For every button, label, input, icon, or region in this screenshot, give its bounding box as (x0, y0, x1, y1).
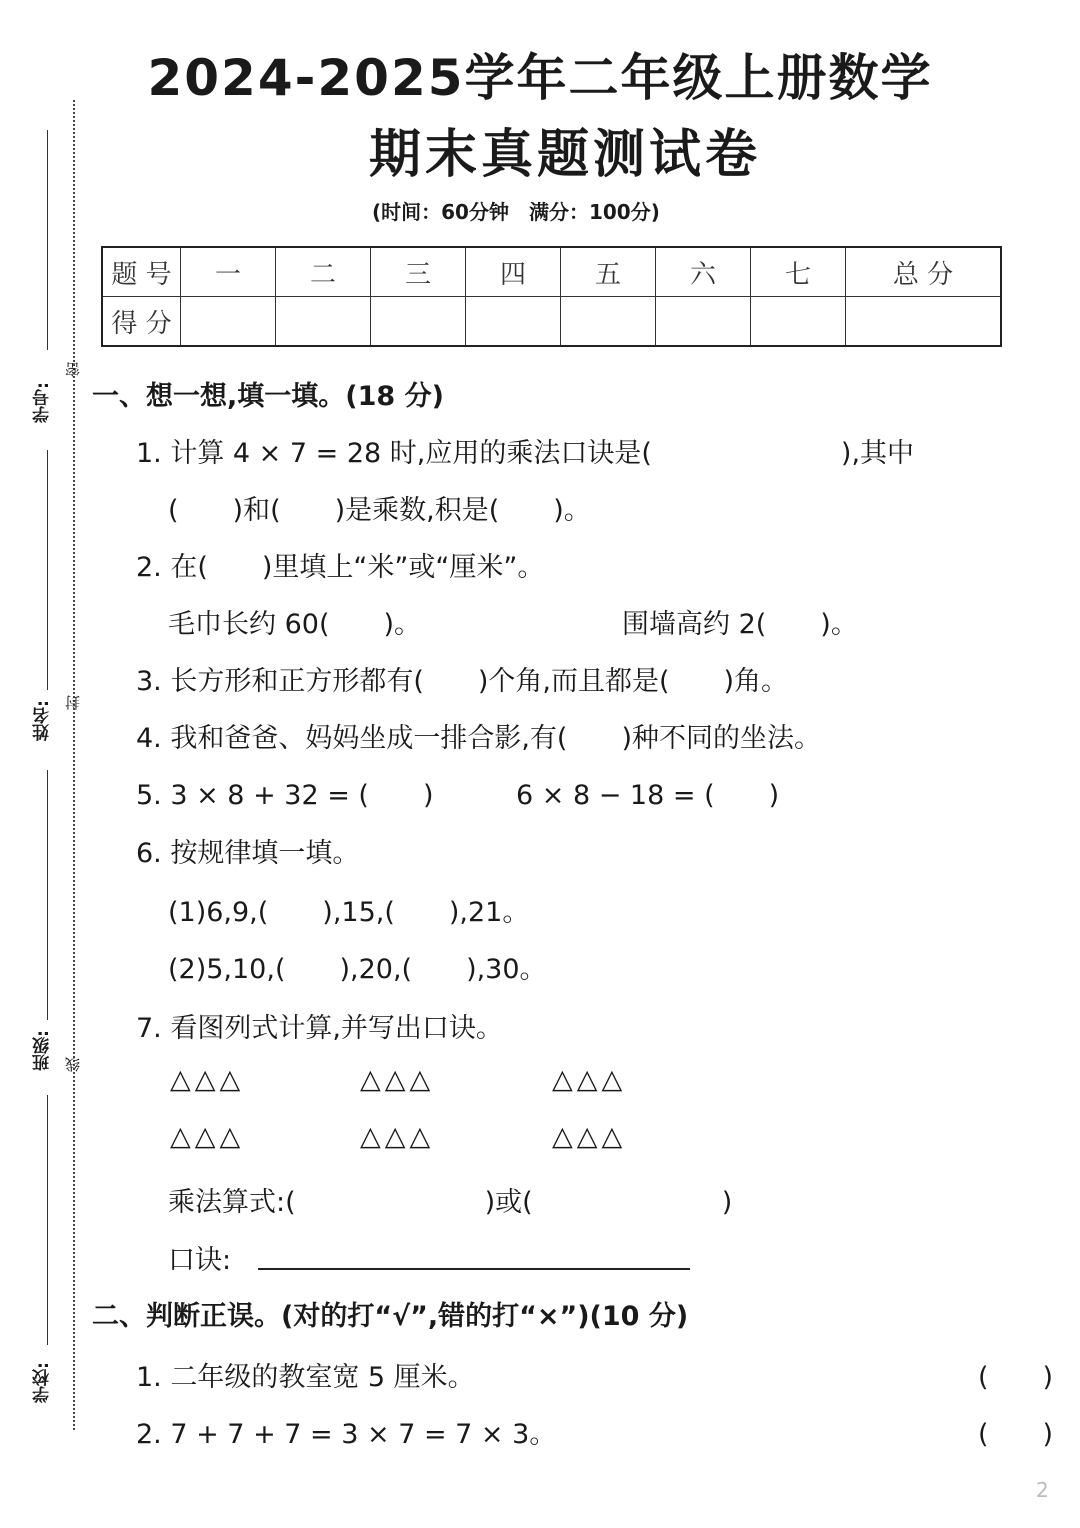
binding-dotted-line (73, 100, 75, 1430)
triangle-group: △△△ (360, 1064, 435, 1095)
student-no-label: 学号: (33, 382, 53, 423)
seal-feng-label: 封 (64, 695, 82, 710)
header-cell-5: 五 (561, 247, 656, 297)
q7-rhyme-label: 口诀: (168, 1245, 232, 1276)
q1-line1: 1. 计算 4 × 7 = 28 时,应用的乘法口诀是( ),其中 (136, 438, 915, 469)
score-cell[interactable] (561, 297, 656, 347)
triangle-group: △△△ (552, 1121, 627, 1152)
triangle-group: △△△ (170, 1121, 245, 1152)
q2-wall: 围墙高约 2( )。 (622, 609, 858, 640)
header-cell-2: 二 (276, 247, 371, 297)
school-label: 学校: (33, 1362, 53, 1403)
class-line (47, 770, 48, 1020)
q2-title: 2. 在( )里填上“米”或“厘米”。 (136, 552, 545, 583)
seal-xian-label: 线 (64, 1057, 82, 1072)
triangle-group: △△△ (552, 1064, 627, 1095)
q7-rhyme-answer-line[interactable] (258, 1268, 690, 1270)
score-table (101, 246, 1002, 347)
name-label: 姓名: (33, 700, 53, 741)
section2-title: 二、判断正误。(对的打“√”,错的打“×”)(10 分) (92, 1301, 689, 1332)
score-cell[interactable] (656, 297, 751, 347)
q6-pattern-2: (2)5,10,( ),20,( ),30。 (168, 954, 547, 985)
score-cell[interactable] (181, 297, 276, 347)
header-cell-7: 七 (751, 247, 846, 297)
score-cell[interactable] (276, 297, 371, 347)
class-label: 班级: (33, 1030, 53, 1071)
q7-title: 7. 看图列式计算,并写出口诀。 (136, 1013, 503, 1044)
judge-q2-answer-bracket[interactable]: ( ) (978, 1419, 1054, 1450)
page-number: 2 (1036, 1478, 1049, 1502)
score-cell[interactable] (751, 297, 846, 347)
q6-pattern-1: (1)6,9,( ),15,( ),21。 (168, 897, 530, 928)
seal-mi-label: 密 (64, 362, 82, 377)
school-line (47, 1095, 48, 1345)
score-cell[interactable] (466, 297, 561, 347)
q6-title: 6. 按规律填一填。 (136, 838, 360, 869)
q5-b: 6 × 8 − 18 = ( ) (516, 780, 780, 811)
judge-q2: 2. 7 + 7 + 7 = 3 × 7 = 7 × 3。 (136, 1419, 557, 1450)
q1-line2: ( )和( )是乘数,积是( )。 (168, 495, 591, 526)
header-cell-total: 总 分 (846, 247, 1002, 297)
score-table-header-row (102, 247, 1001, 297)
triangle-group: △△△ (170, 1064, 245, 1095)
header-cell-1: 一 (181, 247, 276, 297)
header-cell-4: 四 (466, 247, 561, 297)
triangle-group: △△△ (360, 1121, 435, 1152)
q5-a: 5. 3 × 8 + 32 = ( ) (136, 780, 434, 811)
exam-subtitle-title: 期末真题测试卷 (368, 125, 761, 185)
header-cell-6: 六 (656, 247, 751, 297)
q2-towel: 毛巾长约 60( )。 (168, 609, 422, 640)
name-line (47, 450, 48, 690)
section1-title: 一、想一想,填一填。(18 分) (92, 381, 444, 412)
judge-q1: 1. 二年级的教室宽 5 厘米。 (136, 1362, 475, 1393)
q4: 4. 我和爸爸、妈妈坐成一排合影,有( )种不同的坐法。 (136, 723, 821, 754)
exam-title: 2024-2025学年二年级上册数学 (147, 49, 933, 107)
q7-formula: 乘法算式:( )或( ) (168, 1187, 733, 1218)
score-cell[interactable] (371, 297, 466, 347)
score-table-score-row (102, 297, 1001, 347)
score-row-label: 得 分 (102, 297, 181, 347)
header-cell-3: 三 (371, 247, 466, 297)
score-cell-total[interactable] (846, 297, 1002, 347)
judge-q1-answer-bracket[interactable]: ( ) (978, 1362, 1054, 1393)
q3: 3. 长方形和正方形都有( )个角,而且都是( )角。 (136, 666, 789, 697)
header-cell-question-no: 题 号 (102, 247, 181, 297)
exam-time-score: (时间：60分钟 满分：100分) (372, 200, 660, 224)
